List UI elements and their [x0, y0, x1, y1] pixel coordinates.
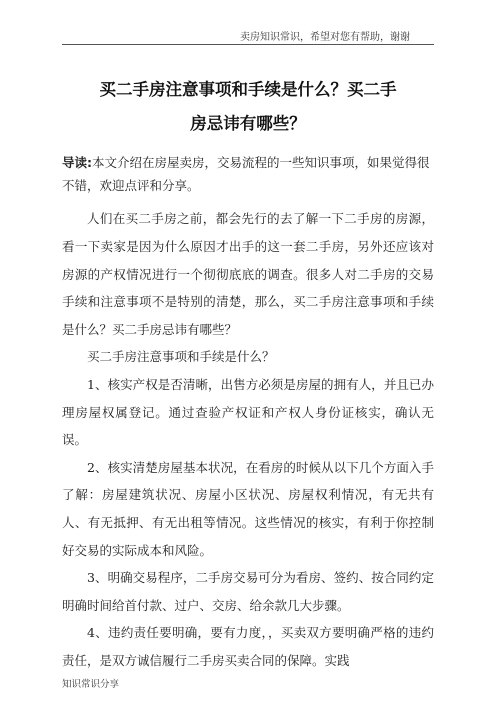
body-paragraph: 3、明确交易程序，二手房交易可分为看房、签约、按合同约定明确时间给首付款、过户、交房、给余款几大步骤。: [62, 570, 434, 613]
lead-text: 本文介绍在房屋卖房，交易流程的一些知识事项，如果觉得很不错，欢迎点评和分享。: [62, 155, 430, 193]
page-footer: 知识常识分享: [62, 679, 120, 690]
body-paragraph: 4、违约责任要明确，要有力度，，买卖双方要明确严格的违约责任，是双方诚信履行二手房买卖合同的保障。实践: [62, 625, 434, 668]
section-heading: 买二手房注意事项和手续是什么？: [87, 349, 275, 365]
document-title-line-1: 买二手房注意事项和手续是什么？买二手: [99, 80, 397, 99]
page-header: 卖房知识常识，希望对您有帮助，谢谢: [240, 32, 410, 43]
body-paragraph: 1、核实产权是否清晰，出售方必须是房屋的拥有人，并且已办理房屋权属登记。通过查验产权证和产权人身份证核实，确认无误。: [62, 376, 434, 448]
lead-label: 导读:: [62, 155, 92, 170]
document-body: [62, 152, 434, 675]
document-title-line-2: 房忌讳有哪些？: [190, 114, 306, 133]
header-divider: [62, 44, 434, 45]
body-paragraph: 人们在买二手房之前，都会先行的去了解一下二手房的房源，看一下卖家是因为什么原因才出手的这一套二手房，另外还应该对房源的产权情况进行一个彻彻底底的调查。很多人对二手房的交易手续和注意事项不是特别的清楚，那么，买二手房注意事项和手续是什么？买二手房忌讳有哪些？: [62, 211, 434, 337]
lead-paragraph: [62, 152, 434, 197]
body-paragraph: 2、核实清楚房屋基本状况，在看房的时候从以下几个方面入手了解：房屋建筑状况、房屋小区状况、房屋权利情况，有无共有人、有无抵押、有无出租等情况。这些情况的核实，有利于你控制好交易的实际成本和风险。: [62, 459, 434, 558]
